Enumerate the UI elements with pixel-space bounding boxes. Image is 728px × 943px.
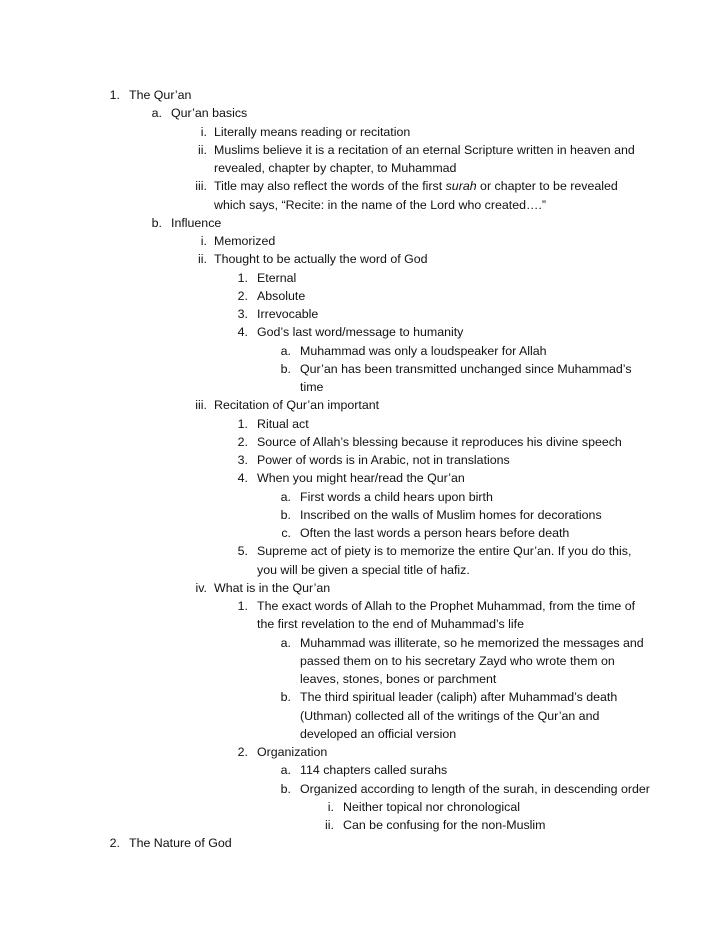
outline-item — [0, 214, 728, 232]
outline-item-continuation — [0, 707, 728, 725]
outline-item-continuation — [0, 159, 728, 177]
outline-marker: 1. — [109, 88, 120, 102]
outline-item — [0, 104, 728, 122]
outline-text: revealed, chapter by chapter, to Muhammad — [214, 161, 457, 175]
outline-text: First words a child hears upon birth — [300, 489, 493, 504]
outline-marker: b. — [280, 690, 291, 705]
outline-text: What is in the Qur’an — [214, 580, 331, 595]
outline-item — [0, 250, 728, 268]
outline-text: Qur’an basics — [171, 106, 248, 121]
outline-text: leaves, stones, bones or parchment — [300, 672, 497, 686]
outline-item — [0, 780, 728, 798]
outline-text: Absolute — [257, 288, 306, 303]
outline-text: Eternal — [257, 270, 297, 285]
outline-marker: ii. — [198, 252, 207, 267]
outline-marker: 1. — [237, 270, 248, 285]
outline-marker: 1. — [237, 416, 248, 431]
outline-text: When you might hear/read the Qur’an — [257, 471, 465, 486]
outline-item — [0, 488, 728, 506]
outline-item — [0, 396, 728, 414]
outline-text: Source of Allah’s blessing because it reproduces his divine speech — [257, 434, 622, 449]
outline-item — [0, 451, 728, 469]
outline-item — [0, 287, 728, 305]
outline-text: Neither topical nor chronological — [343, 799, 521, 814]
outline-item — [0, 433, 728, 451]
outline-marker: ii. — [198, 142, 207, 157]
outline-text: The Nature of God — [129, 836, 232, 851]
outline-text: Qur’an has been transmitted unchanged since Muhammad’s — [300, 361, 632, 376]
outline-marker: 5. — [237, 544, 248, 559]
outline-item-continuation — [0, 652, 728, 670]
outline-text: developed an official version — [300, 726, 457, 741]
outline-text: 114 chapters called surahs — [300, 763, 448, 778]
outline-text: Organized according to length of the surah, in descending order — [300, 781, 650, 796]
outline-item — [0, 360, 728, 378]
outline-item — [0, 798, 728, 816]
outline-marker: b. — [280, 781, 291, 796]
outline-marker: 4. — [237, 325, 248, 340]
outline-marker: 2. — [109, 836, 120, 851]
outline-item — [0, 597, 728, 615]
outline-item — [0, 506, 728, 524]
outline-text: Power of words is in Arabic, not in translations — [257, 453, 510, 467]
outline-text: Literally means reading or recitation — [214, 124, 411, 139]
outline-marker: 2. — [237, 434, 248, 449]
outline-item-continuation — [0, 196, 728, 214]
outline-text: which says, “Recite: in the name of the Lord who created….” — [214, 197, 546, 212]
outline-text: Often the last words a person hears before death — [300, 526, 570, 540]
outline-marker: a. — [280, 635, 291, 650]
outline-text: God’s last word/message to humanity — [257, 325, 464, 340]
outline-item-continuation — [0, 561, 728, 579]
outline-item — [0, 542, 728, 560]
outline-marker: 2. — [237, 745, 248, 759]
outline-text: passed them on to his secretary Zayd who wrote them on — [300, 653, 615, 668]
outline-item — [0, 469, 728, 487]
outline-marker: a. — [151, 106, 162, 121]
outline-item-continuation — [0, 378, 728, 396]
outline-marker: a. — [280, 343, 291, 358]
outline-marker: c. — [281, 526, 291, 540]
outline-text: the first revelation to the end of Muhammad’s life — [257, 617, 524, 632]
outline-text: The Qur’an — [129, 88, 192, 102]
outline-text: Organization — [257, 745, 328, 759]
outline-marker: a. — [280, 763, 291, 778]
outline-text: (Uthman) collected all of the writings of the Qur’an and — [300, 708, 600, 723]
outline-marker: b. — [151, 215, 162, 230]
outline-marker: 3. — [237, 307, 248, 321]
outline-item — [0, 305, 728, 323]
outline-text: Irrevocable — [257, 307, 319, 321]
outline-marker: iv. — [195, 580, 207, 595]
outline-text: Thought to be actually the word of God — [214, 252, 428, 267]
outline-item — [0, 761, 728, 779]
outline-item-continuation — [0, 725, 728, 743]
outline-item-continuation — [0, 670, 728, 688]
outline-marker: i. — [200, 234, 207, 248]
outline-marker: i. — [327, 799, 334, 814]
outline-item — [0, 415, 728, 433]
outline-text: Ritual act — [257, 416, 309, 431]
outline-text: Recitation of Qur’an important — [214, 398, 380, 413]
outline-item — [0, 86, 728, 104]
outline-text: you will be given a special title of hafiz. — [257, 562, 470, 577]
outline-item — [0, 834, 728, 852]
outline-item — [0, 123, 728, 141]
outline-marker: iii. — [195, 179, 207, 194]
outline-item — [0, 688, 728, 706]
outline-item-continuation — [0, 615, 728, 633]
outline-text: Muhammad was only a loudspeaker for Allah — [300, 343, 547, 358]
outline-item — [0, 579, 728, 597]
outline-text: time — [300, 380, 324, 394]
outline-item — [0, 743, 728, 761]
outline-marker: a. — [280, 489, 291, 504]
outline-marker: iii. — [195, 398, 207, 413]
outline-item — [0, 232, 728, 250]
outline-marker: i. — [200, 124, 207, 139]
outline-item — [0, 816, 728, 834]
outline-marker: b. — [280, 361, 291, 376]
outline-text: Muslims believe it is a recitation of an eternal Scripture written in heaven and — [214, 142, 635, 157]
outline-marker: 2. — [237, 288, 248, 303]
outline-marker: ii. — [325, 818, 334, 832]
outline-marker: 3. — [237, 453, 248, 467]
outline-text: Supreme act of piety is to memorize the entire Qur’an. If you do this, — [257, 544, 632, 559]
outline-item — [0, 141, 728, 159]
outline-item — [0, 177, 728, 195]
outline-item — [0, 269, 728, 287]
outline-text: Influence — [171, 215, 222, 230]
outline-marker: 1. — [237, 599, 248, 613]
italic-term: surah — [445, 179, 477, 194]
outline-item — [0, 323, 728, 341]
outline-marker: 4. — [237, 471, 248, 486]
outline-text: Can be confusing for the non-Muslim — [343, 818, 546, 832]
outline-text: Memorized — [214, 234, 276, 248]
outline-text: Title may also reflect the words of the first surah or chapter to be revealed — [214, 179, 618, 194]
outline-text: Muhammad was illiterate, so he memorized the messages and — [300, 635, 644, 650]
outline-text: Inscribed on the walls of Muslim homes for decorations — [300, 507, 602, 522]
outline-text: The exact words of Allah to the Prophet Muhammad, from the time of — [257, 599, 636, 613]
outline-item — [0, 342, 728, 360]
outline-text: The third spiritual leader (caliph) after Muhammad’s death — [300, 690, 618, 705]
outline-marker: b. — [280, 507, 291, 522]
outline-item — [0, 634, 728, 652]
outline-item — [0, 524, 728, 542]
